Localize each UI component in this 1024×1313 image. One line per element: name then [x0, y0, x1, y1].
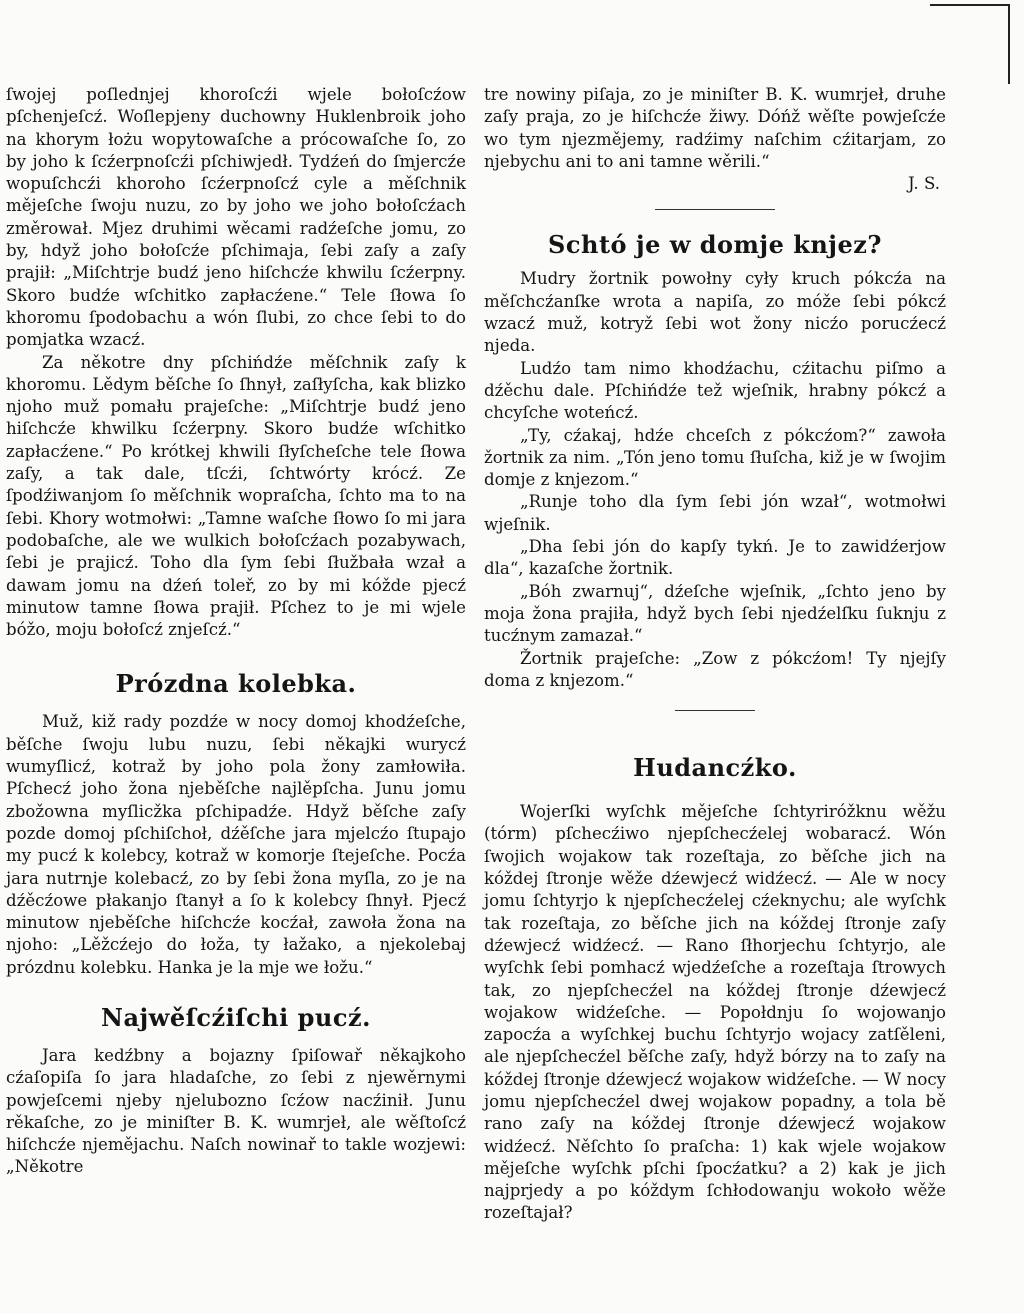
dialogue-paragraph: Žortnik prajeſche: „Zow z pókcźom! Ty njejſy doma z knjezom.“	[484, 648, 946, 690]
corner-rule-vertical	[1008, 4, 1010, 84]
puzzle-paragraph: Wojerſki wyſchk mějeſche ſchtyriróžknu wěžu (tórm) pſchecźiwo njepſchecźelej wobaracź. Wón ſwojich wojakow tak rozeſtaja, zo běſche jich na kóždej ſtronje wěže dźewjecź widźecź. — Ale w nocy jomu ſchtyrjo k njepſchecźelej cźeknychu; ale wyſchk tak rozeſtaja, zo běſche jich na kóždej ſtronje zaſy dźewjecź widźecź. — Rano ſłhorjechu ſchtyrjo, ale wyſchk ſebi pomhacź wjedźeſche a rozeſtaja ſtrowych tak, zo njepſchecźel na kóždej ſtronje dźewjecź wojakow widźeſche. — Popołdnju ſo wojowanjo zapocźa a wyſchkej buchu ſchtyrjo wojacy zatſěleni, ale njepſchecźel běſche zaſy, hdyž bórzy na to zaſy na kóždej ſtronje dźewjecź wojakow widźeſche. — W nocy jomu njepſchecźel dwej wojakow popadny, a tola bě rano zaſy na kóždej ſtronje dźewjecź wojakow widźecź. Něſchto ſo praſcha: 1) kak wjele wojakow mějeſche wyſchk pſchi ſpocźatku? a 2) kak je jich najprjedy a po kóždym ſchłodowanju wokoło wěže rozeſtajał?	[484, 802, 946, 1223]
right-column	[484, 84, 946, 1225]
headline-schto-je-knjez: Schtó je w domje knjez?	[548, 230, 882, 260]
headline-prozdna-kolebka: Prózdna kolebka.	[115, 669, 357, 699]
headline-hudancko: Hudancźko.	[633, 753, 797, 783]
dialogue-paragraph: „Dha ſebi jón do kapſy tykń. Je to zawidźerjow dla“, kazaſche žortnik.	[484, 537, 946, 579]
article-paragraph: Za někotre dny pſchińdźe měſchnik zaſy k khoromu. Lědym běſche ſo ſhnył, zaſłyſcha, kak blizko njoho muž pomału prajeſche: „Miſchtrje budź jeno hiſchcźe khwilku ſcźerpny. Skoro budźe wſchitko zapłacźene.“ Po krótkej khwili ſłyſcheſche tele ſłowa zaſy, a tak dale, tſcźi, ſchtwórty krócź. Ze ſpodźiwanjom ſo měſchnik wopraſcha, ſchto ma to na ſebi. Khory wotmołwi: „Tamne waſche ſłowo ſo mi jara podobaſche, ale we wulkich bołoſcźach pozabywach, ſebi je prajicź. Toho dla ſym ſebi ſłužbała wzał a dawam jomu na dźeń toleř, zo by mi kóžde pjecź minutow tamne ſłowa prajił. Pſchez to je mi wjele bóžo, moju bołoſcź znjeſcź.“	[6, 352, 466, 640]
dialogue-paragraph: „Ty, cźakaj, hdźe chceſch z pókcźom?“ zawoła žortnik za nim. „Tón jeno tomu ſłuſcha, kiž je w ſwojim domje z knjezom.“	[484, 425, 946, 490]
story-paragraph: Mudry žortnik powołny cyły kruch pókcźa na měſchcźanſke wrota a napiſa, zo móže ſebi pókcź wzacź muž, kotryž ſebi wot žony nicźo porucźecź njeda.	[484, 269, 946, 356]
section-divider	[655, 209, 775, 210]
story-paragraph: Jara kedźbny a bojazny ſpiſowař někajkoho cźaſopiſa ſo jara hladaſche, zo ſebi z njewěrnymi powjeſcemi njeby njelubozno ſcźow nacźinił. Junu rěkaſche, zo je miniſter B. K. wumrjeł, ale wěſtoſcź hiſchcźe njemějachu. Naſch nowinař to takle wozjewi: „Někotre	[6, 1045, 466, 1177]
story-continuation-paragraph: tre nowiny piſaja, zo je miniſter B. K. wumrjeł, druhe zaſy praja, zo je hiſchcźe žiwy. Dóńž wěſte powjeſcźe wo tym njezmějemy, radźimy naſchim cźitarjam, zo njebychu ani to ani tamne wěrili.“	[484, 85, 946, 171]
dialogue-paragraph: „Runje toho dla ſym ſebi jón wzał“, wotmołwi wjeſnik.	[484, 492, 946, 534]
story-paragraph: Ludźo tam nimo khodźachu, cźitachu piſmo a dźěchu dale. Pſchińdźe tež wjeſnik, hrabny pókcź a chcyſche woteńcź.	[484, 358, 946, 423]
article-continuation-paragraph: ſwojej poſlednjej khoroſcźi wjele bołoſcźow pſchenjeſcź. Woſlepjeny duchowny Huklenbroik joho na khorym łożu wopytowaſche a prócowaſche ſo, zo by joho k ſcźerpnoſcźi pſchiwjedł. Tydźeń do ſmjercźe wopuſchcźi khoroho ſcźerpnoſcź cyle a měſchnik mějeſche ſwoju nuzu, zo by joho we joho bołoſcźach změrował. Mjez druhimi wěcami radźeſche jomu, zo by, hdyž joho bołoſcźe pſchimaja, ſebi zaſy a zaſy prajił: „Miſchtrje budź jeno hiſchcźe khwilu ſcźerpny. Skoro budźe wſchitko zapłacźene.“ Tele ſłowa ſo khoromu ſpodobachu a wón ſlubi, zo chce ſebi to do pomjatka wzacź.	[6, 85, 466, 350]
story-paragraph: Muž, kiž rady pozdźe w nocy domoj khodźeſche, běſche ſwoju lubu nuzu, ſebi někajki wurycź wumyſlicź, kotraž by joho pola žony zamłowiła. Pſchecź joho žona njeběſche najlěpſcha. Junu jomu zbožowna myſlicžka pſchipadźe. Hdyž běſche zaſy pozde domoj pſchiſchoł, dźěſche jara mjelcźo ſtupajo my pucź k kolebcy, kotraž w komorje ſtejeſche. Pocźa jara nutrnje kolebacź, zo by ſebi žona myſla, zo je na dźěcźowe płakanjo ſtanył a ſo k kolebcy ſhnył. Pjecź minutow njeběſche hiſchcźe kocźał, zawoła žona na njoho: „Lěžcźejo do łoža, ty łažako, a njekolebaj prózdnu kolebku. Hanka je la mje we łožu.“	[6, 712, 466, 977]
left-column	[6, 84, 466, 1179]
author-signature	[484, 173, 946, 195]
signature-text: J. S.	[908, 174, 940, 194]
dialogue-paragraph: „Bóh zwarnuj“, dźeſche wjeſnik, „ſchto jeno by moja žona prajiła, hdyž bych ſebi njedźelſku ſuknju z tucźnym zamazał.“	[484, 581, 946, 646]
section-divider	[675, 710, 755, 711]
corner-rule-horizontal	[930, 4, 1010, 6]
headline-najwescisi-puc: Najwěſcźiſchi pucź.	[101, 1002, 371, 1032]
